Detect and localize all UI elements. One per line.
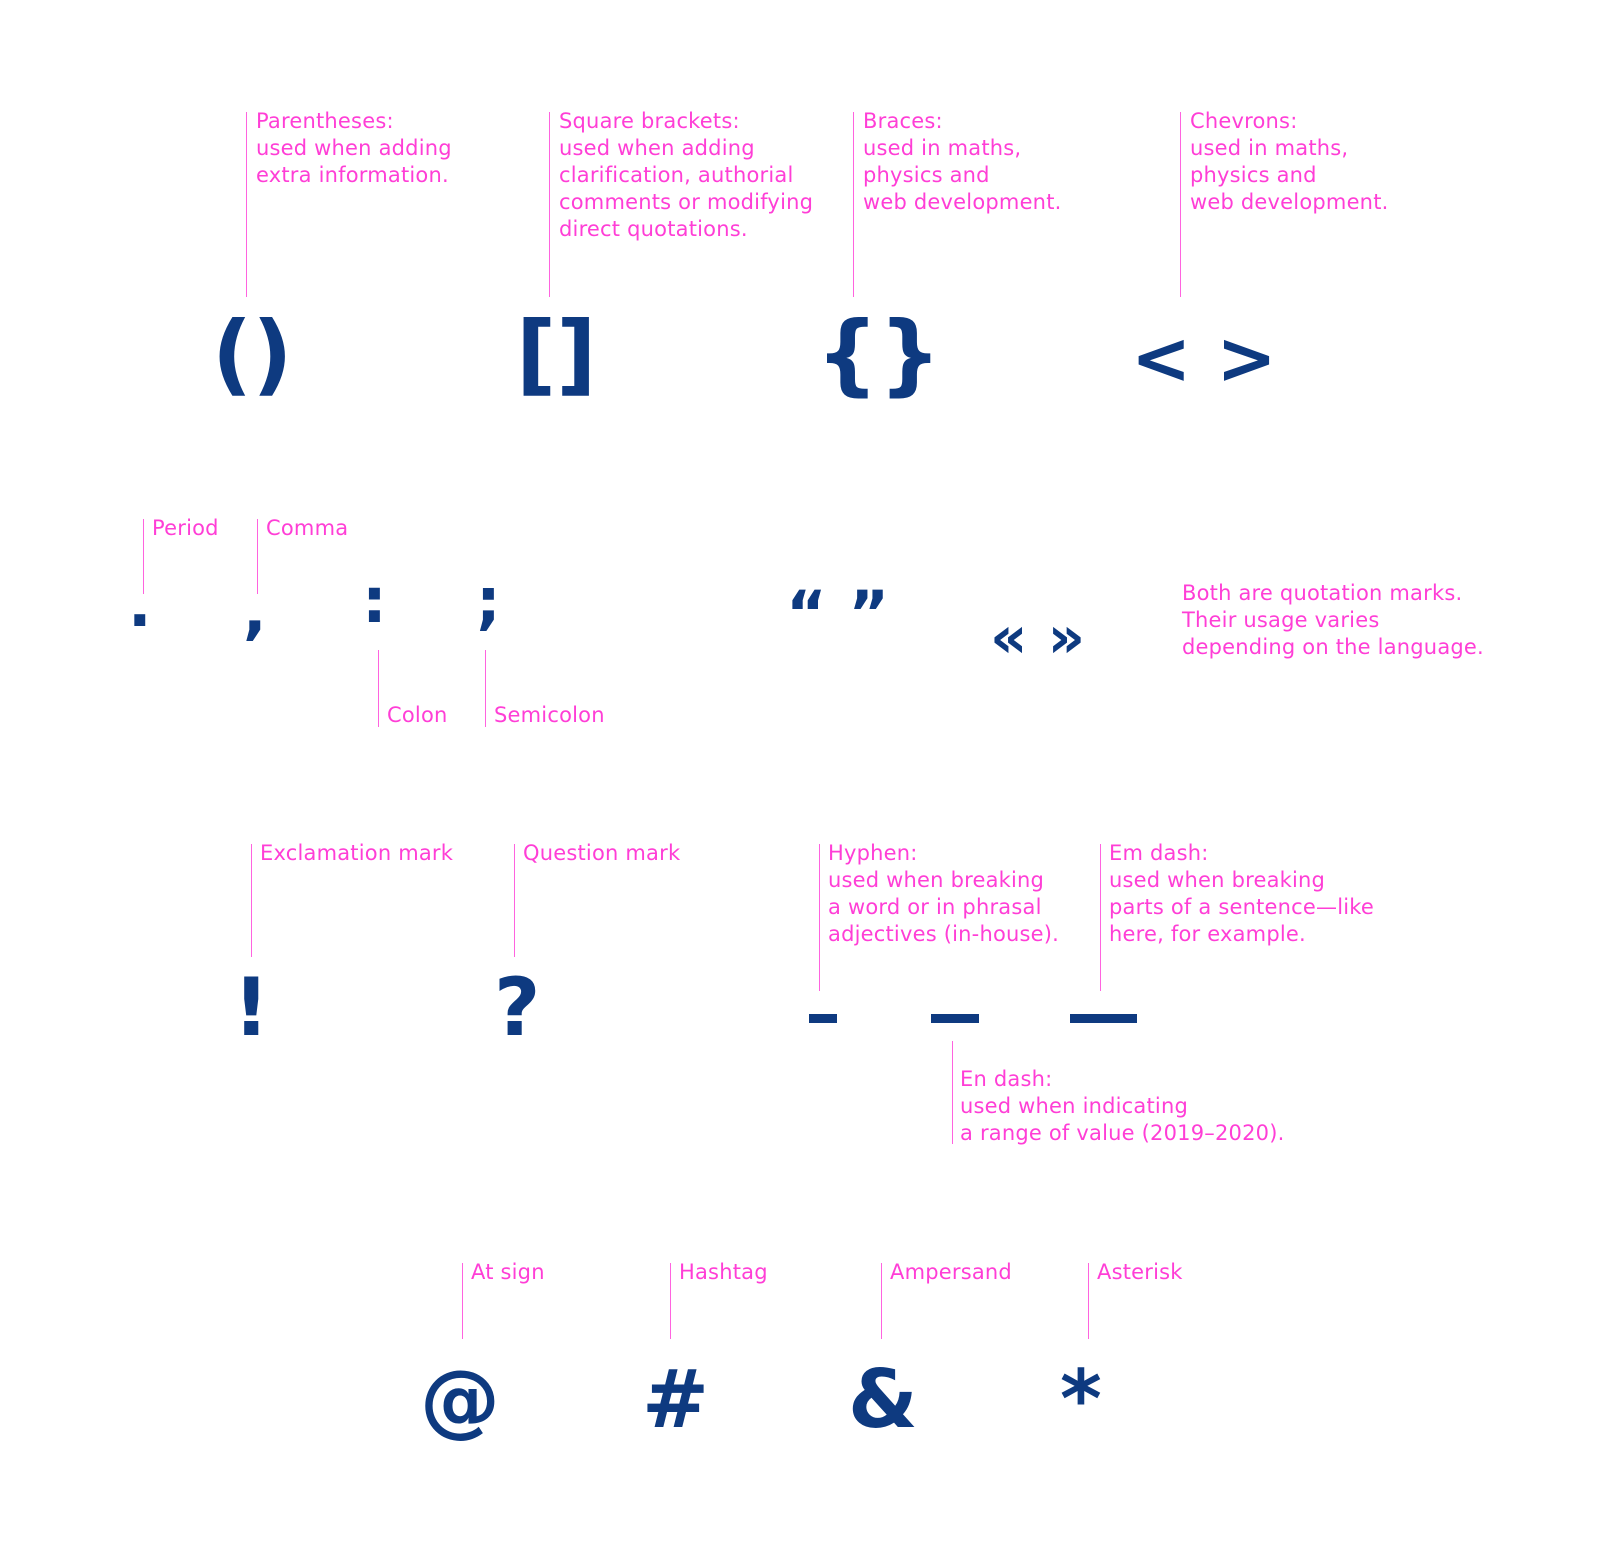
parentheses-leader-line [246,112,247,297]
exclamation-mark-glyph: ! [233,961,270,1054]
asterisk-glyph: * [1060,1353,1102,1446]
square-brackets-glyph: [] [516,302,597,405]
colon-leader-line [378,650,379,727]
period-label: Period [152,516,219,540]
question-mark-glyph: ? [494,961,541,1054]
em-dash-leader-line [1100,844,1101,991]
hashtag-glyph: # [642,1353,710,1446]
at-sign-leader-line [462,1263,463,1339]
semicolon-label: Semicolon [494,703,605,727]
hyphen-leader-line [819,844,820,991]
parentheses-label: Parentheses: used when adding extra information. [256,109,452,187]
semicolon-glyph: ; [476,564,501,637]
hyphen-label: Hyphen: used when breaking a word or in phrasal adjectives (in-house). [828,841,1060,946]
asterisk-label: Asterisk [1097,1260,1183,1284]
colon-glyph: : [362,564,387,637]
question-mark-label: Question mark [523,841,681,865]
comma-label: Comma [266,516,349,540]
em-dash-glyph [1070,1014,1137,1023]
en-dash-label: En dash: used when indicating a range of value (2019–2020). [960,1067,1285,1145]
guillemets-glyph: « » [990,603,1086,671]
question-mark-leader-line [514,844,515,957]
chevrons-label: Chevrons: used in maths, physics and web development. [1190,109,1389,214]
asterisk-leader-line [1088,1263,1089,1339]
en-dash-leader-line [952,1041,953,1144]
exclamation-mark-label: Exclamation mark [260,841,454,865]
at-sign-label: At sign [471,1260,545,1284]
at-sign-glyph: @ [420,1353,500,1446]
chevrons-glyph: < > [1131,316,1277,400]
ampersand-label: Ampersand [890,1260,1012,1284]
en-dash-glyph [931,1014,979,1023]
square-brackets-label: Square brackets: used when adding clarification, authorial comments or modifying direct quotations. [559,109,814,241]
parentheses-glyph: () [212,302,293,405]
quotation-marks-label: Both are quotation marks. Their usage varies depending on the language. [1182,581,1484,659]
hashtag-leader-line [670,1263,671,1339]
comma-glyph: , [243,574,267,647]
colon-label: Colon [387,703,448,727]
braces-glyph: {} [816,302,942,405]
hashtag-label: Hashtag [679,1260,768,1284]
braces-label: Braces: used in maths, physics and web development. [863,109,1062,214]
semicolon-leader-line [485,650,486,727]
exclamation-mark-leader-line [251,844,252,957]
chevrons-leader-line [1180,112,1181,297]
curly-quotes-glyph: “ ” [786,577,890,650]
ampersand-leader-line [881,1263,882,1339]
braces-leader-line [853,112,854,297]
hyphen-glyph [809,1014,837,1023]
em-dash-label: Em dash: used when breaking parts of a sentence—like here, for example. [1109,841,1375,946]
square-brackets-leader-line [549,112,550,297]
ampersand-glyph: & [848,1353,918,1446]
period-glyph: . [128,568,152,641]
